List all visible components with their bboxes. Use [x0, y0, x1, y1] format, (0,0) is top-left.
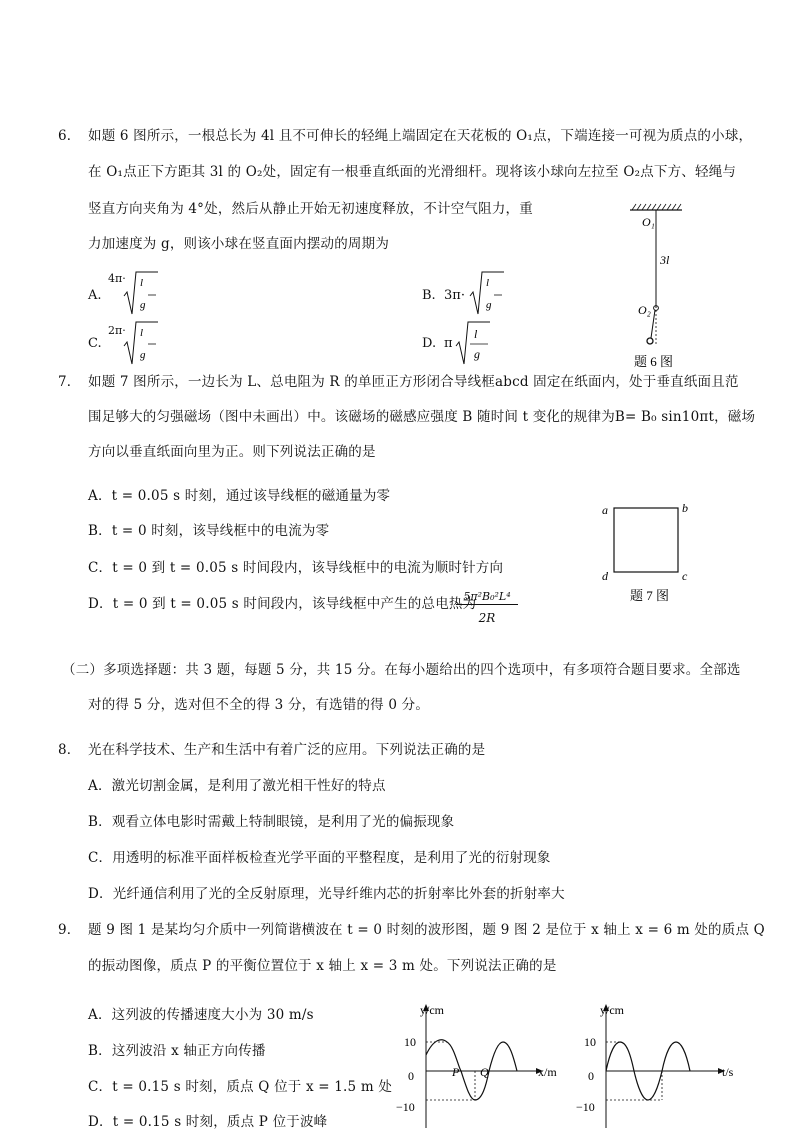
q9-g1-ylabel: y/cm — [420, 1003, 444, 1017]
q7-square — [614, 508, 678, 572]
q7-figure-caption: 题 7 图 — [630, 588, 670, 603]
q6-ball — [647, 338, 653, 344]
q7-label-b: b — [682, 501, 688, 515]
q9-vibration-graph — [572, 1000, 747, 1130]
q9-wave-graph — [392, 1000, 567, 1130]
q7-label-d: d — [602, 569, 608, 583]
q7-stem-line1: 如题 7 图所示，一边长为 L、总电阻为 R 的单匝正方形闭合导线框abcd 固定在纸面内，处于垂直纸面且范 — [88, 374, 739, 390]
q7-fraction-num: 5π²B₀²L⁴ — [463, 590, 511, 603]
q8-option-b[interactable]: B．观看立体电影时需戴上特制眼镜，是利用了光的偏振现象 — [88, 814, 455, 830]
q7-option-d[interactable]: D．t = 0 到 t = 0.05 s 时间段内，该导线框中产生的总电热为 — [88, 596, 477, 612]
q8-option-c[interactable]: C．用透明的标准平面样板检查光学平面的平整程度，是利用了光的衍射现象 — [88, 850, 551, 866]
q6-option-c-den: g — [140, 349, 146, 361]
q6-stem-line2: 在 O₁点正下方距其 3l 的 O₂处，固定有一根垂直纸面的光滑细杆。现将该小球向左拉至 O₂点下方、轻绳与 — [88, 164, 737, 180]
q9-g1-tick-neg10: −10 — [396, 1100, 415, 1114]
q9-g1-tick-0: 0 — [408, 1069, 414, 1083]
q6-label-o1: O₁ — [642, 215, 655, 229]
q9-stem-line2: 的振动图像，质点 P 的平衡位置位于 x 轴上 x = 3 m 处。下列说法正确的是 — [88, 958, 557, 974]
q7-number: 7． — [58, 374, 81, 390]
q7-option-d-fraction — [452, 590, 522, 625]
q8-option-a[interactable]: A．激光切割金属，是利用了激光相干性好的特点 — [88, 778, 386, 794]
q6-stem-line3: 竖直方向夹角为 4°处，然后从静止开始无初速度释放，不计空气阻力，重 — [88, 201, 533, 217]
q7-stem-line3: 方向以垂直纸面向里为正。则下列说法正确的是 — [88, 444, 376, 460]
q9-option-b[interactable]: B．这列波沿 x 轴正方向传播 — [88, 1043, 266, 1059]
q6-option-a-den: g — [140, 299, 146, 311]
q6-option-a-num: l — [140, 277, 144, 289]
q6-option-b-label: B. — [422, 288, 436, 303]
q9-stem-line1: 题 9 图 1 是某均匀介质中一列简谐横波在 t = 0 时刻的波形图，题 9 图 2 是位于 x 轴上 x = 6 m 处的质点 Q — [88, 922, 765, 938]
q9-g1-point-p: P — [452, 1065, 460, 1079]
q6-label-3l: 3l — [660, 253, 670, 267]
q9-option-a[interactable]: A．这列波的传播速度大小为 30 m/s — [88, 1007, 314, 1023]
q6-stem-line1: 如题 6 图所示，一根总长为 4l 且不可伸长的轻绳上端固定在天花板的 O₁点，下端连接一可视为质点的小球， — [88, 128, 753, 144]
q6-option-b-den: g — [486, 299, 492, 311]
q9-g2-xlabel: t/s — [722, 1065, 734, 1079]
q9-g2-ylabel: y/cm — [600, 1003, 624, 1017]
q6-option-a-radical — [122, 268, 162, 316]
q6-option-b-coef: 3π· — [444, 288, 465, 303]
q6-option-d-coef: π — [444, 336, 453, 351]
q6-option-d-radical — [454, 318, 494, 366]
q9-g2-tick-0: 0 — [588, 1069, 594, 1083]
q9-option-c[interactable]: C．t = 0.15 s 时刻，质点 Q 位于 x = 1.5 m 处 — [88, 1079, 393, 1095]
q9-number: 9． — [58, 922, 81, 938]
q6-option-d-den: g — [474, 347, 480, 361]
q6-option-b-radical — [468, 268, 508, 316]
q6-figure-caption: 题 6 图 — [634, 354, 674, 369]
q6-pendulum-figure — [620, 200, 700, 370]
section2-line1: （二）多项选择题：共 3 题，每题 5 分，共 15 分。在每小题给出的四个选项中，有多项符合题目要求。全部选 — [62, 662, 741, 678]
q9-g1-tick-10: 10 — [404, 1035, 416, 1049]
q6-option-d-label: D. — [422, 336, 437, 351]
q6-option-c-coef: 2π· — [108, 324, 126, 337]
q6-option-d-num: l — [474, 327, 478, 341]
q6-option-a-label: A. — [88, 288, 102, 303]
q7-fraction-bar — [456, 604, 518, 605]
q6-option-b-num: l — [486, 277, 490, 289]
q6-option-c-radical — [122, 318, 162, 366]
q6-label-o2: O₂ — [638, 303, 651, 317]
q8-stem: 光在科学技术、生产和生活中有着广泛的应用。下列说法正确的是 — [88, 742, 486, 758]
q6-number: 6． — [58, 128, 81, 144]
q9-g1-wave-curve — [426, 1040, 517, 1100]
q6-rope-lower — [651, 310, 655, 338]
q7-option-b[interactable]: B．t = 0 时刻，该导线框中的电流为零 — [88, 523, 330, 539]
q9-g2-tick-10: 10 — [584, 1035, 596, 1049]
q9-g1-point-q: Q — [480, 1065, 489, 1079]
q7-fraction-den: 2R — [478, 611, 496, 625]
q6-option-c-label: C. — [88, 336, 102, 351]
q6-stem-line4: 力加速度为 g，则该小球在竖直面内摆动的周期为 — [88, 236, 390, 252]
section2-line2: 对的得 5 分，选对但不全的得 3 分，有选错的得 0 分。 — [88, 697, 430, 713]
q7-label-c: c — [682, 569, 688, 583]
q7-square-frame-figure — [596, 498, 696, 608]
q8-option-d[interactable]: D．光纤通信利用了光的全反射原理，光导纤维内芯的折射率比外套的折射率大 — [88, 886, 565, 902]
q9-g2-tick-neg10: −10 — [576, 1100, 595, 1114]
q7-option-a[interactable]: A．t = 0.05 s 时刻，通过该导线框的磁通量为零 — [88, 488, 391, 504]
q8-number: 8． — [58, 742, 81, 758]
q7-label-a: a — [602, 503, 608, 517]
q7-option-c[interactable]: C．t = 0 到 t = 0.05 s 时间段内，该导线框中的电流为顺时针方向 — [88, 560, 504, 576]
q7-stem-line2: 围足够大的匀强磁场（图中未画出）中。该磁场的磁感应强度 B 随时间 t 变化的规律为B= B₀ sin10πt，磁场 — [88, 409, 756, 425]
q6-option-c-num: l — [140, 327, 144, 339]
q6-option-a-coef: 4π· — [108, 272, 126, 285]
q9-option-d[interactable]: D．t = 0.15 s 时刻，质点 P 位于波峰 — [88, 1114, 328, 1130]
q9-g1-xlabel: x/m — [538, 1065, 557, 1079]
